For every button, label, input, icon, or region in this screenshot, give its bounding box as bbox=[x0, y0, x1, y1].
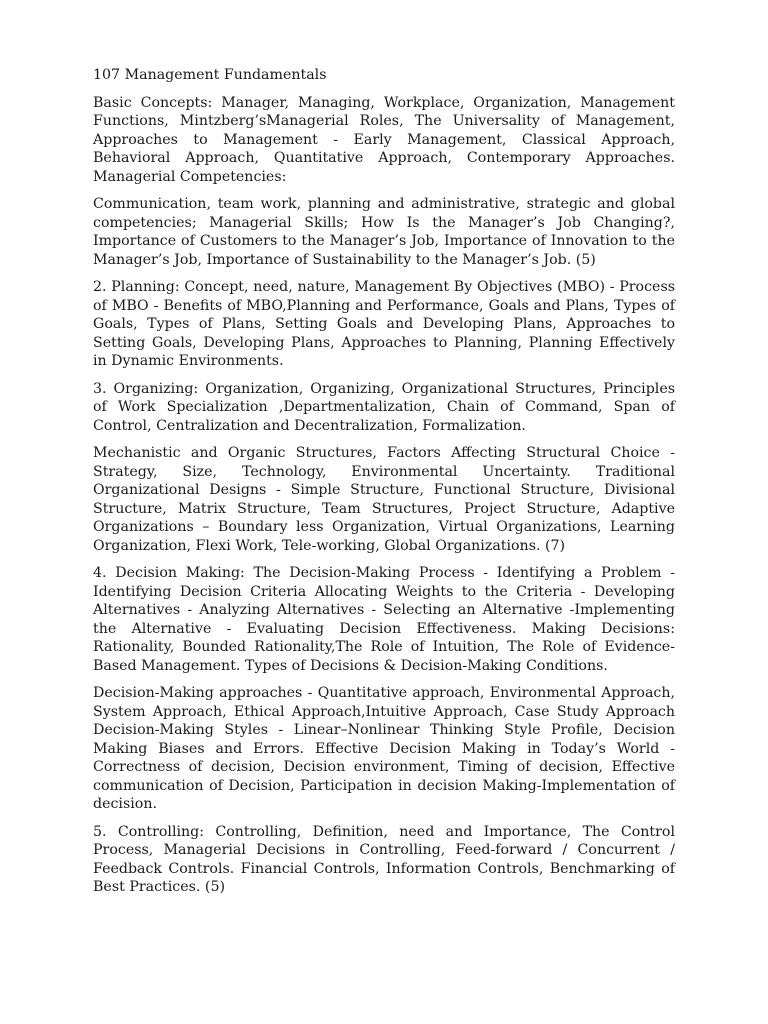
paragraph-controlling: 5. Controlling: Controlling, Definition, need and Importance, The Control Process, Managerial Decisions in Controlling, Feed-forward / Concurrent / Feedback Controls. Financial Controls, Information Controls, Benchmarking of Best Practices. (5) bbox=[93, 823, 675, 895]
document-title: 107 Management Fundamentals bbox=[93, 67, 327, 83]
paragraph-basic-concepts: Basic Concepts: Manager, Managing, Workplace, Organization, Management Functions, Mintzberg’sManagerial Roles, The Universality of Management, Approaches to Management - Early Management, Classical Approach, Behavioral Approach, Quantitative Approach, Contemporary Approaches. Managerial Competencies: bbox=[93, 94, 675, 185]
paragraph-decision-making: 4. Decision Making: The Decision-Making Process - Identifying a Problem - Identifying Decision Criteria Allocating Weights to the Criteria - Developing Alternatives - Analyzing Alternatives - Selecting an Alternative -Implementing the Alternative - Evaluating Decision Effectiveness. Making Decisions: Rationality, Bounded Rationality,The Role of Intuition, The Role of Evidence-Based Management. Types of Decisions & Decision-Making Conditions. bbox=[93, 565, 675, 674]
paragraph-decision-approaches: Decision-Making approaches - Quantitative approach, Environmental Approach, System Approach, Ethical Approach,Intuitive Approach, Case Study Approach Decision-Making Styles - Linear–Nonlinear Thinking Style Profile, Decision Making Biases and Errors. Effective Decision Making in Today’s World - Correctness of decision, Decision environment, Timing of decision, Effective communication of Decision, Participation in decision Making-Implementation of decision. bbox=[93, 685, 675, 812]
document-page bbox=[93, 66, 675, 906]
paragraph-organizing: 3. Organizing: Organization, Organizing, Organizational Structures, Principles of Work Specialization ,Departmentalization, Chain of Command, Span of Control, Centralization and Decentralization, Formalization. bbox=[93, 380, 675, 434]
paragraph-planning: 2. Planning: Concept, need, nature, Management By Objectives (MBO) - Process of MBO - Benefits of MBO,Planning and Performance, Goals and Plans, Types of Goals, Types of Plans, Setting Goals and Developing Plans, Approaches to Setting Goals, Developing Plans, Approaches to Planning, Planning Effectively in Dynamic Environments. bbox=[93, 279, 675, 369]
paragraph-competencies: Communication, team work, planning and administrative, strategic and global competencies; Managerial Skills; How Is the Manager’s Job Changing?, Importance of Customers to the Manager’s Job, Importance of Innovation to the Manager’s Job, Importance of Sustainability to the Manager’s Job. (5) bbox=[93, 196, 675, 268]
paragraph-structures: Mechanistic and Organic Structures, Factors Affecting Structural Choice - Strategy, Size, Technology, Environmental Uncertainty. Traditional Organizational Designs - Simple Structure, Functional Structure, Divisional Structure, Matrix Structure, Team Structures, Project Structure, Adaptive Organizations – Boundary less Organization, Virtual Organizations, Learning Organization, Flexi Work, Tele-working, Global Organizations. (7) bbox=[93, 445, 675, 554]
